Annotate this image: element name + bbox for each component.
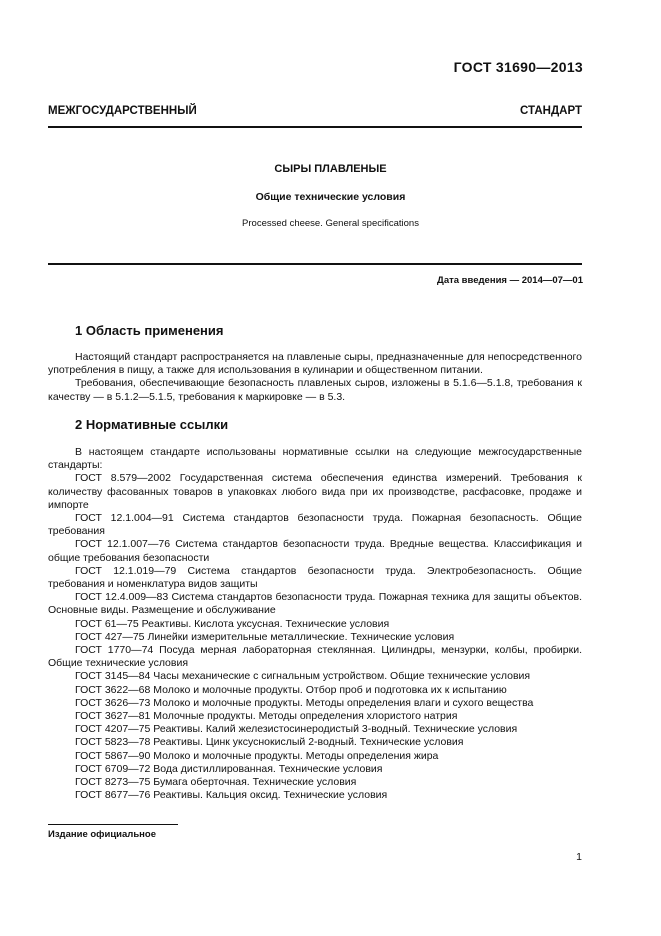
paragraph: Настоящий стандарт распространяется на плавленые сыры, предназначенные для непосредственного употребления в пищу, а также для использования в кулинарии и общественном питании. bbox=[48, 351, 582, 377]
document-subtitle: Общие технические условия bbox=[255, 191, 406, 203]
reference-item: ГОСТ 12.4.009—83 Система стандартов безопасности труда. Пожарная техника для защиты объектов. Основные виды. Размещение и обслуживание bbox=[48, 591, 582, 617]
reference-item: ГОСТ 6709—72 Вода дистиллированная. Технические условия bbox=[75, 762, 383, 775]
reference-item: ГОСТ 12.1.004—91 Система стандартов безопасности труда. Пожарная безопасность. Общие требования bbox=[48, 512, 582, 538]
paragraph: Требования, обеспечивающие безопасность плавленых сыров, изложены в 5.1.6—5.1.8, требования к качеству — в 5.1.2—5.1.5, требования к маркировке — в 5.3. bbox=[48, 377, 582, 403]
reference-item: ГОСТ 3626—73 Молоко и молочные продукты. Методы определения влаги и сухого вещества bbox=[75, 696, 534, 709]
gost-number: ГОСТ 31690—2013 bbox=[453, 59, 583, 75]
section-2-heading: 2 Нормативные ссылки bbox=[75, 417, 229, 432]
section-1-heading: 1 Область применения bbox=[75, 323, 224, 338]
footer-rule bbox=[48, 824, 178, 825]
reference-item: ГОСТ 4207—75 Реактивы. Калий железистосинеродистый 3-водный. Технические условия bbox=[75, 723, 518, 736]
reference-item: ГОСТ 1770—74 Посуда мерная лабораторная стеклянная. Цилиндры, мензурки, колбы, пробирки. Общие технические условия bbox=[48, 644, 582, 670]
section-1-body bbox=[48, 351, 582, 404]
reference-item: ГОСТ 427—75 Линейки измерительные металлические. Технические условия bbox=[75, 630, 455, 643]
english-title: Processed cheese. General specifications bbox=[242, 218, 419, 229]
page-number: 1 bbox=[576, 851, 582, 863]
introduction-date: Дата введения — 2014—07—01 bbox=[437, 275, 583, 286]
edition-note: Издание официальное bbox=[48, 829, 156, 840]
reference-item: ГОСТ 5867—90 Молоко и молочные продукты. Методы определения жира bbox=[75, 749, 439, 762]
reference-item: ГОСТ 61—75 Реактивы. Кислота уксусная. Технические условия bbox=[75, 617, 390, 630]
reference-item: ГОСТ 3627—81 Молочные продукты. Методы определения хлористого натрия bbox=[75, 710, 458, 723]
reference-item: ГОСТ 12.1.019—79 Система стандартов безопасности труда. Электробезопасность. Общие требования и номенклатура видов защиты bbox=[48, 564, 582, 591]
reference-item: ГОСТ 5823—78 Реактивы. Цинк уксуснокислый 2-водный. Технические условия bbox=[75, 736, 464, 749]
reference-item: ГОСТ 8.579—2002 Государственная система обеспечения единства измерений. Требования к количеству фасованных товаров в упаковках любого вида при их производстве, расфасовке, продаже и импорте bbox=[48, 472, 582, 511]
paragraph: В настоящем стандарте использованы нормативные ссылки на следующие межгосударственные стандарты: bbox=[48, 446, 582, 472]
reference-item: ГОСТ 3622—68 Молоко и молочные продукты. Отбор проб и подготовка их к испытанию bbox=[75, 683, 507, 696]
header-rule bbox=[48, 126, 582, 128]
reference-item: ГОСТ 3145—84 Часы механические с сигнальным устройством. Общие технические условия bbox=[75, 670, 531, 683]
title-rule bbox=[48, 263, 582, 265]
section-2-body bbox=[48, 446, 582, 802]
reference-item: ГОСТ 8677—76 Реактивы. Кальция оксид. Технические условия bbox=[75, 789, 388, 802]
reference-item: ГОСТ 8273—75 Бумага оберточная. Технические условия bbox=[75, 776, 357, 789]
standard-type: МЕЖГОСУДАРСТВЕННЫЙ СТАНДАРТ bbox=[48, 105, 582, 117]
document-title: СЫРЫ ПЛАВЛЕНЫЕ bbox=[274, 163, 387, 175]
reference-item: ГОСТ 12.1.007—76 Система стандартов безопасности труда. Вредные вещества. Классификация и общие требования безопасности bbox=[48, 538, 582, 564]
